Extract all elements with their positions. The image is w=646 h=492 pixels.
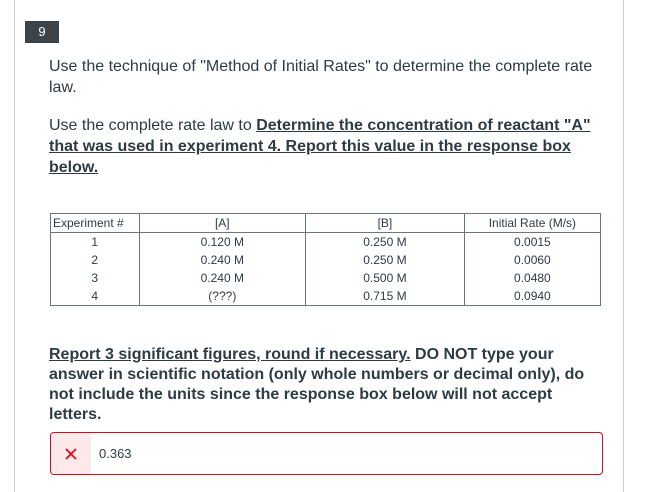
cell-initial-rate: 0.0060 [464, 251, 600, 269]
task-prefix: Use the complete rate law to [49, 117, 257, 134]
answer-instructions [49, 345, 609, 425]
cell-conc-b: 0.250 M [306, 251, 465, 269]
cell-conc-a: 0.240 M [139, 269, 306, 287]
cell-conc-b: 0.715 M [306, 287, 465, 306]
cell-experiment: 1 [51, 233, 140, 252]
table-row [51, 269, 601, 287]
cell-conc-a: (???) [139, 287, 306, 306]
cell-experiment: 2 [51, 251, 140, 269]
table-row [51, 233, 601, 252]
question-number-badge: 9 [25, 21, 59, 43]
task-suffix: . [93, 159, 99, 176]
cell-experiment: 3 [51, 269, 140, 287]
task-emphasis: Determine the concentration of reactant "A" that was used in experiment 4. Report this value in the response box below [49, 117, 591, 176]
cell-experiment: 4 [51, 287, 140, 306]
answer-value: 0.363 [99, 446, 132, 461]
cell-conc-a: 0.240 M [139, 251, 306, 269]
header-conc-a: [A] [139, 214, 306, 233]
instructions-rest: DO NOT type your answer in scientific notation (only whole numbers or decimal only), do not include the units since the response box below will not accept letters. [49, 346, 585, 423]
instructions-underlined: Report 3 significant figures, round if necessary. [49, 346, 411, 363]
close-icon-glyph [65, 448, 77, 460]
question-intro: Use the technique of "Method of Initial Rates" to determine the complete rate law. [49, 58, 593, 96]
table-row [51, 251, 601, 269]
cell-conc-a: 0.120 M [139, 233, 306, 252]
cell-initial-rate: 0.0480 [464, 269, 600, 287]
cell-initial-rate: 0.0940 [464, 287, 600, 306]
question-task [49, 115, 609, 178]
rates-table [50, 213, 601, 306]
header-initial-rate: Initial Rate (M/s) [464, 214, 600, 233]
table-header-row [51, 214, 601, 233]
table-row [51, 287, 601, 306]
header-experiment: Experiment # [51, 214, 140, 233]
cell-conc-b: 0.250 M [306, 233, 465, 252]
answer-response-box[interactable] [50, 432, 603, 475]
cell-initial-rate: 0.0015 [464, 233, 600, 252]
close-icon [51, 433, 91, 474]
cell-conc-b: 0.500 M [306, 269, 465, 287]
header-conc-b: [B] [306, 214, 465, 233]
